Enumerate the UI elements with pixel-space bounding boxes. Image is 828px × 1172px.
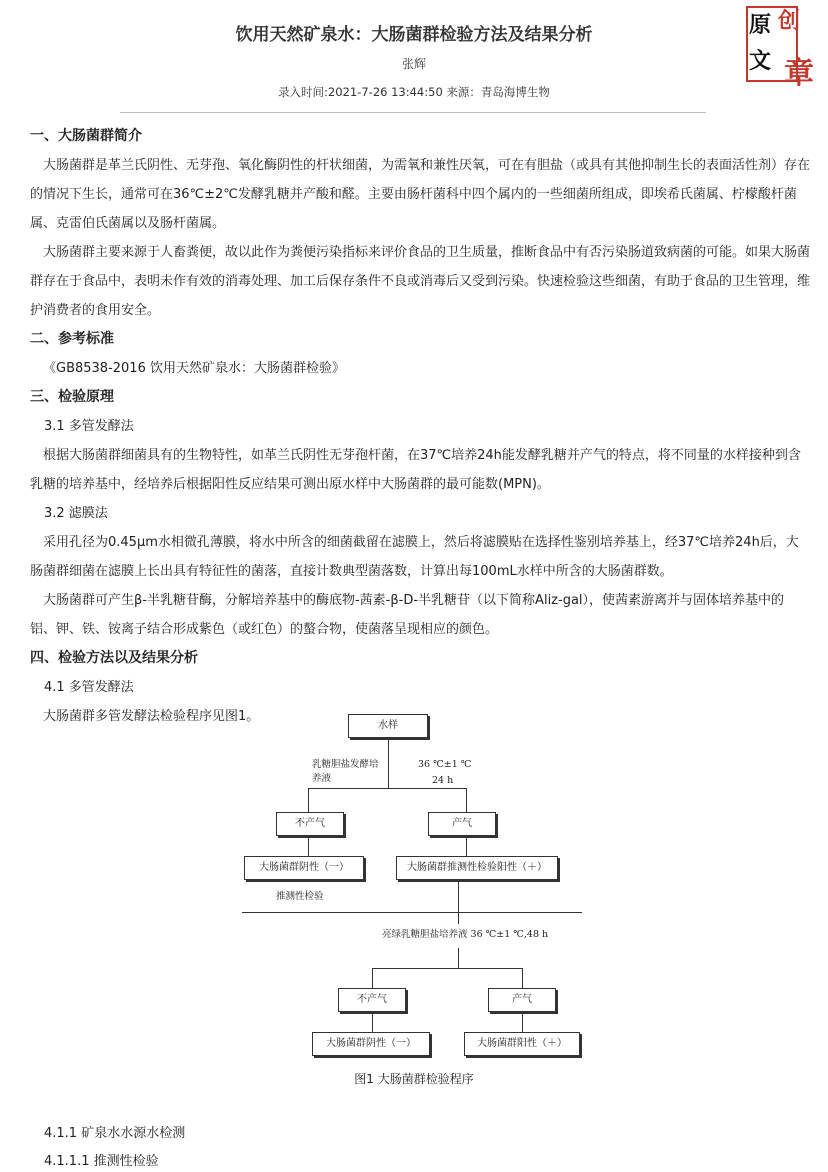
section-heading: 四、检验方法以及结果分析 bbox=[30, 650, 198, 666]
subsection-heading: 4.1.1 矿泉水水源水检测 bbox=[44, 1126, 186, 1141]
paragraph: 大肠菌群是革兰氏阴性、无芽孢、氧化酶阴性的杆状细菌，为需氧和兼性厌氧，可在有胆盐（或具有其他抑制生长的表面活性剂）存在的情况下生长，通常可在36℃±2℃发酵乳糖并产酸和醛。主要由肠杆菌科中四个属内的一些细菌所组成，即埃希氏菌属、柠檬酸杆菌属、克雷伯氏菌属以及肠杆菌属。 bbox=[30, 158, 811, 231]
flow-box-nogas1: 不产气 bbox=[276, 812, 344, 836]
flow-box-gas2: 产气 bbox=[488, 988, 556, 1012]
flow-line bbox=[308, 788, 466, 789]
author: 张辉 bbox=[401, 57, 426, 71]
flow-box-neg2: 大肠菌群阴性（一） bbox=[312, 1032, 430, 1056]
flow-line bbox=[308, 836, 309, 856]
section-heading: 一、大肠菌群简介 bbox=[30, 128, 142, 144]
paragraph: 根据大肠菌群细菌具有的生物特性，如革兰氏阴性无芽孢杆菌，在37℃培养24h能发酵乳糖并产气的特点，将不同量的水样接种到含乳糖的培养基中，经培养后根据阳性反应结果可测出原水样中大肠菌群的最可能数(MPN)。 bbox=[30, 448, 801, 492]
stamp-char: 章 bbox=[784, 56, 814, 91]
flow-label-medium2: 亮绿乳糖胆盐培养液 36 ℃±1 ℃,48 h bbox=[382, 929, 549, 940]
paragraph: 大肠菌群多管发酵法检验程序见图1。 bbox=[43, 709, 260, 724]
flow-box-pos2: 大肠菌群阳性（＋） bbox=[464, 1032, 580, 1056]
section-heading: 二、参考标准 bbox=[30, 331, 114, 347]
flow-divider bbox=[242, 912, 582, 913]
flow-label-medium1: 乳糖胆盐发酵培养液 bbox=[312, 759, 379, 784]
flow-line bbox=[372, 1012, 373, 1032]
flow-line bbox=[372, 968, 373, 990]
paragraph: 《GB8538-2016 饮用天然矿泉水：大肠菌群检验》 bbox=[43, 361, 345, 376]
paragraph: 大肠菌群主要来源于人畜粪便，故以此作为粪便污染指标来评价食品的卫生质量，推断食品中有否污染肠道致病菌的可能。如果大肠菌群存在于食品中，表明未作有效的消毒处理、加工后保存条件不良或消毒后又受到污染。快速检验这些细菌，有助于食品的卫生管理，维护消费者的食用安全。 bbox=[30, 245, 811, 318]
flow-box-pos1: 大肠菌群推测性检验阳性（＋） bbox=[396, 856, 558, 880]
subsection-heading: 3.1 多管发酵法 bbox=[44, 419, 134, 434]
flow-line bbox=[372, 968, 522, 969]
flow-label-presumptive: 推测性检验 bbox=[276, 891, 324, 902]
flow-line bbox=[308, 788, 309, 812]
paragraph: 大肠菌群可产生β-半乳糖苷酶，分解培养基中的酶底物-茜素-β-D-半乳糖苷（以下简称Aliz-gal），使茜素游离并与固体培养基中的铝、钾、铁、铵离子结合形成紫色（或红色）的螯合物，使菌落呈现相应的颜色。 bbox=[30, 593, 785, 637]
flow-box-gas1: 产气 bbox=[428, 812, 496, 836]
publish-meta: 录入时间:2021-7-26 13:44:50 来源：青岛海博生物 bbox=[278, 85, 550, 99]
flowchart bbox=[220, 700, 620, 1100]
flow-line bbox=[466, 788, 467, 812]
flow-label-cond1b: 24 h bbox=[432, 775, 454, 786]
stamp-char: 创 bbox=[778, 8, 801, 34]
figure-caption: 图1 大肠菌群检验程序 bbox=[354, 1072, 474, 1086]
subsection-heading: 3.2 滤膜法 bbox=[44, 506, 108, 521]
stamp-char: 原 bbox=[749, 12, 772, 38]
section-heading: 三、检验原理 bbox=[30, 389, 114, 405]
flow-line bbox=[388, 738, 389, 788]
flow-line bbox=[458, 880, 459, 924]
flow-box-nogas2: 不产气 bbox=[338, 988, 406, 1012]
subsection-heading: 4.1 多管发酵法 bbox=[44, 680, 134, 695]
flow-box-neg1: 大肠菌群阴性（一） bbox=[244, 856, 364, 880]
paragraph: 采用孔径为0.45μm水相微孔薄膜，将水中所含的细菌截留在滤膜上，然后将滤膜贴在选择性鉴别培养基上，经37℃培养24h后，大肠菌群细菌在滤膜上长出具有特征性的菌落，直接计数典型菌落数，计算出每100mL水样中所含的大肠菌群数。 bbox=[30, 535, 799, 579]
article-body bbox=[30, 122, 810, 731]
flow-line bbox=[466, 836, 467, 856]
flow-label-cond1a: 36 ℃±1 ℃ bbox=[418, 759, 472, 770]
flow-line bbox=[522, 1012, 523, 1032]
flow-box-sample: 水样 bbox=[348, 714, 428, 738]
header-divider bbox=[120, 112, 706, 113]
stamp-char: 文 bbox=[749, 48, 772, 74]
subsection-heading: 4.1.1.1 推测性检验 bbox=[44, 1154, 159, 1169]
flow-line bbox=[458, 948, 459, 968]
flow-line bbox=[522, 968, 523, 990]
article-title: 饮用天然矿泉水：大肠菌群检验方法及结果分析 bbox=[235, 25, 593, 45]
original-article-stamp bbox=[746, 2, 822, 91]
